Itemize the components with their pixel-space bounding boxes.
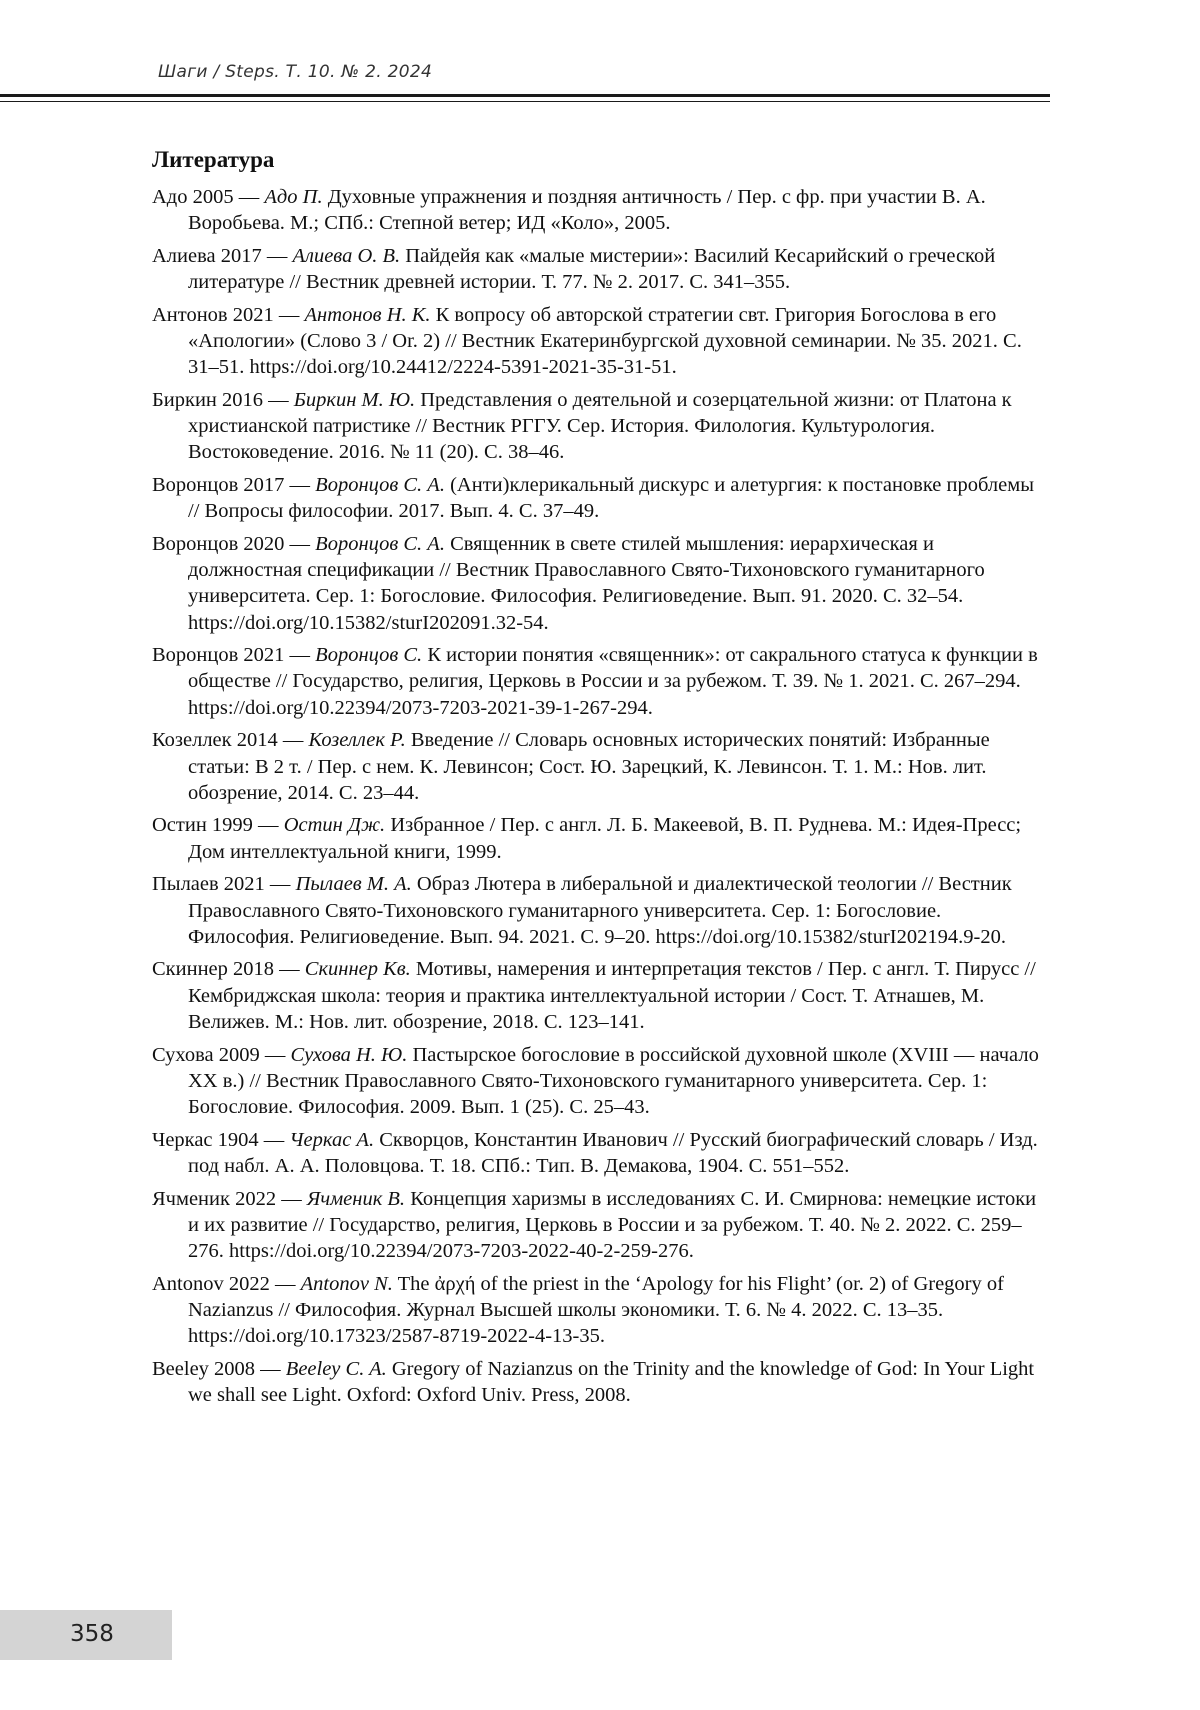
reference-item <box>152 531 1042 636</box>
reference-key: Ячменик 2022 — <box>152 1188 307 1210</box>
reference-text: Скворцов, Константин Иванович // Русский биографический словарь / Изд. под набл. А. А. Половцова. Т. 18. СПб.: Тип. В. Демакова, 1904. С. 551–552. <box>188 1129 1038 1177</box>
reference-author: Остин Дж. <box>284 814 386 836</box>
reference-text: Представления о деятельной и созерцательной жизни: от Платона к христианской патристике // Вестник РГГУ. Сер. История. Филология. Культурология. Востоковедение. 2016. № 11 (20). С. 38–46. <box>188 389 1012 463</box>
reference-author: Воронцов С. А. <box>315 474 445 496</box>
reference-text: Введение // Словарь основных исторических понятий: Избранные статьи: В 2 т. / Пер. с нем. К. Левинсон; Сост. Ю. Зарецкий, К. Левинсон. Т. 1. М.: Нов. лит. обозрение, 2014. С. 23–44. <box>188 729 990 803</box>
reference-item <box>152 302 1042 381</box>
reference-text: Мотивы, намерения и интерпретация текстов / Пер. с англ. Т. Пирусс // Кембриджская школа: теория и практика интеллектуальной истории / Сост. Т. Атнашев, М. Велижев. М.: Нов. лит. обозрение, 2018. С. 123–141. <box>188 958 1036 1032</box>
reference-author: Черкас А. <box>289 1129 374 1151</box>
reference-key: Пылаев 2021 — <box>152 873 296 895</box>
reference-key: Черкас 1904 — <box>152 1129 289 1151</box>
reference-item <box>152 1271 1042 1350</box>
reference-key: Биркин 2016 — <box>152 389 294 411</box>
reference-author: Скиннер Кв. <box>305 958 411 980</box>
reference-text: К истории понятия «священник»: от сакрального статуса к функции в обществе // Государство, религия, Церковь в России и за рубежом. Т. 39. № 1. 2021. С. 267–294. https://doi.org/10.22394/2073-7203-2021-39-1-267-294. <box>188 644 1038 718</box>
reference-text: The ἀρχή of the priest in the ‘Apology for his Flight’ (or. 2) of Gregory of Nazianzus // Философия. Журнал Высшей школы экономики. Т. 6. № 4. 2022. С. 13–35. https://doi.org/10.17323/2587-8719-2022-4-13-35. <box>188 1273 1004 1347</box>
reference-author: Биркин М. Ю. <box>294 389 415 411</box>
reference-text: Образ Лютера в либеральной и диалектической теологии // Вестник Православного Свято-Тихоновского гуманитарного университета. Сер. 1: Богословие. Философия. Религиоведение. Вып. 94. 2021. С. 9–20. https://doi.org/10.15382/sturI202194.9-20. <box>188 873 1012 947</box>
reference-item <box>152 642 1042 721</box>
reference-item <box>152 184 1042 236</box>
reference-key: Antonov 2022 — <box>152 1273 301 1295</box>
reference-author: Сухова Н. Ю. <box>291 1044 408 1066</box>
reference-key: Воронцов 2017 — <box>152 474 315 496</box>
reference-author: Воронцов С. <box>315 644 422 666</box>
reference-item <box>152 871 1042 950</box>
page-number: 358 <box>70 1612 114 1656</box>
reference-author: Алиева О. В. <box>293 245 401 267</box>
reference-author: Beeley C. A. <box>286 1358 387 1380</box>
reference-key: Адо 2005 — <box>152 186 264 208</box>
reference-author: Antonov N. <box>301 1273 393 1295</box>
reference-author: Пылаев М. А. <box>296 873 412 895</box>
section-title: Литература <box>152 147 274 173</box>
header-rule-thin <box>0 101 1050 102</box>
reference-author: Адо П. <box>264 186 322 208</box>
reference-author: Ячменик В. <box>307 1188 405 1210</box>
reference-item <box>152 1186 1042 1265</box>
reference-item <box>152 243 1042 295</box>
reference-text: Духовные упражнения и поздняя античность / Пер. с фр. при участии В. А. Воробьева. М.; СПб.: Степной ветер; ИД «Коло», 2005. <box>188 186 986 234</box>
reference-text: Пайдейя как «малые мистерии»: Василий Кесарийский о греческой литературе // Вестник древней истории. Т. 77. № 2. 2017. С. 341–355. <box>188 245 995 293</box>
reference-item <box>152 472 1042 524</box>
reference-text: Пастырское богословие в российской духовной школе (XVIII — начало XX в.) // Вестник Православного Свято-Тихоновского гуманитарного университета. Сер. 1: Богословие. Философия. 2009. Вып. 1 (25). С. 25–43. <box>188 1044 1039 1118</box>
reference-item <box>152 1042 1042 1121</box>
reference-item <box>152 812 1042 864</box>
reference-text: Концепция харизмы в исследованиях С. И. Смирнова: немецкие истоки и их развитие // Государство, религия, Церковь в России и за рубежом. Т. 40. № 2. 2022. С. 259–276. https://doi.org/10.22394/2073-7203-2022-40-2-259-276. <box>188 1188 1036 1262</box>
reference-item <box>152 727 1042 806</box>
reference-author: Антонов Н. К. <box>305 304 431 326</box>
running-head: Шаги / Steps. Т. 10. № 2. 2024 <box>158 62 432 82</box>
reference-key: Козеллек 2014 — <box>152 729 309 751</box>
reference-item <box>152 1127 1042 1179</box>
reference-text: Gregory of Nazianzus on the Trinity and the knowledge of God: In Your Light we shall see Light. Oxford: Oxford Univ. Press, 2008. <box>188 1358 1034 1406</box>
reference-key: Воронцов 2020 — <box>152 533 315 555</box>
header-rule-thick <box>0 94 1050 97</box>
reference-text: (Анти)клерикальный дискурс и алетургия: к постановке проблемы // Вопросы философии. 2017. Вып. 4. С. 37–49. <box>188 474 1034 522</box>
reference-key: Воронцов 2021 — <box>152 644 315 666</box>
reference-key: Сухова 2009 — <box>152 1044 291 1066</box>
reference-text: Избранное / Пер. с англ. Л. Б. Макеевой, В. П. Руднева. М.: Идея-Пресс; Дом интеллектуальной книги, 1999. <box>188 814 1021 862</box>
reference-text: К вопросу об авторской стратегии свт. Григория Богослова в его «Апологии» (Слово 3 / Or. 2) // Вестник Екатеринбургской духовной семинарии. № 35. 2021. С. 31–51. https://doi.org/10.24412/2224-5391-2021-35-31-51. <box>188 304 1022 378</box>
reference-key: Скиннер 2018 — <box>152 958 305 980</box>
reference-key: Алиева 2017 — <box>152 245 293 267</box>
reference-author: Козеллек Р. <box>309 729 406 751</box>
reference-key: Антонов 2021 — <box>152 304 305 326</box>
reference-text: Священник в свете стилей мышления: иерархическая и должностная спецификации // Вестник Православного Свято-Тихоновского гуманитарного университета. Сер. 1: Богословие. Философия. Религиоведение. Вып. 91. 2020. С. 32–54. https://doi.org/10.15382/sturI202091.32-54. <box>188 533 985 634</box>
reference-key: Beeley 2008 — <box>152 1358 286 1380</box>
reference-author: Воронцов С. А. <box>315 533 445 555</box>
reference-item <box>152 956 1042 1035</box>
reference-key: Остин 1999 — <box>152 814 284 836</box>
reference-item <box>152 387 1042 466</box>
reference-list <box>152 184 1042 1415</box>
reference-item <box>152 1356 1042 1408</box>
